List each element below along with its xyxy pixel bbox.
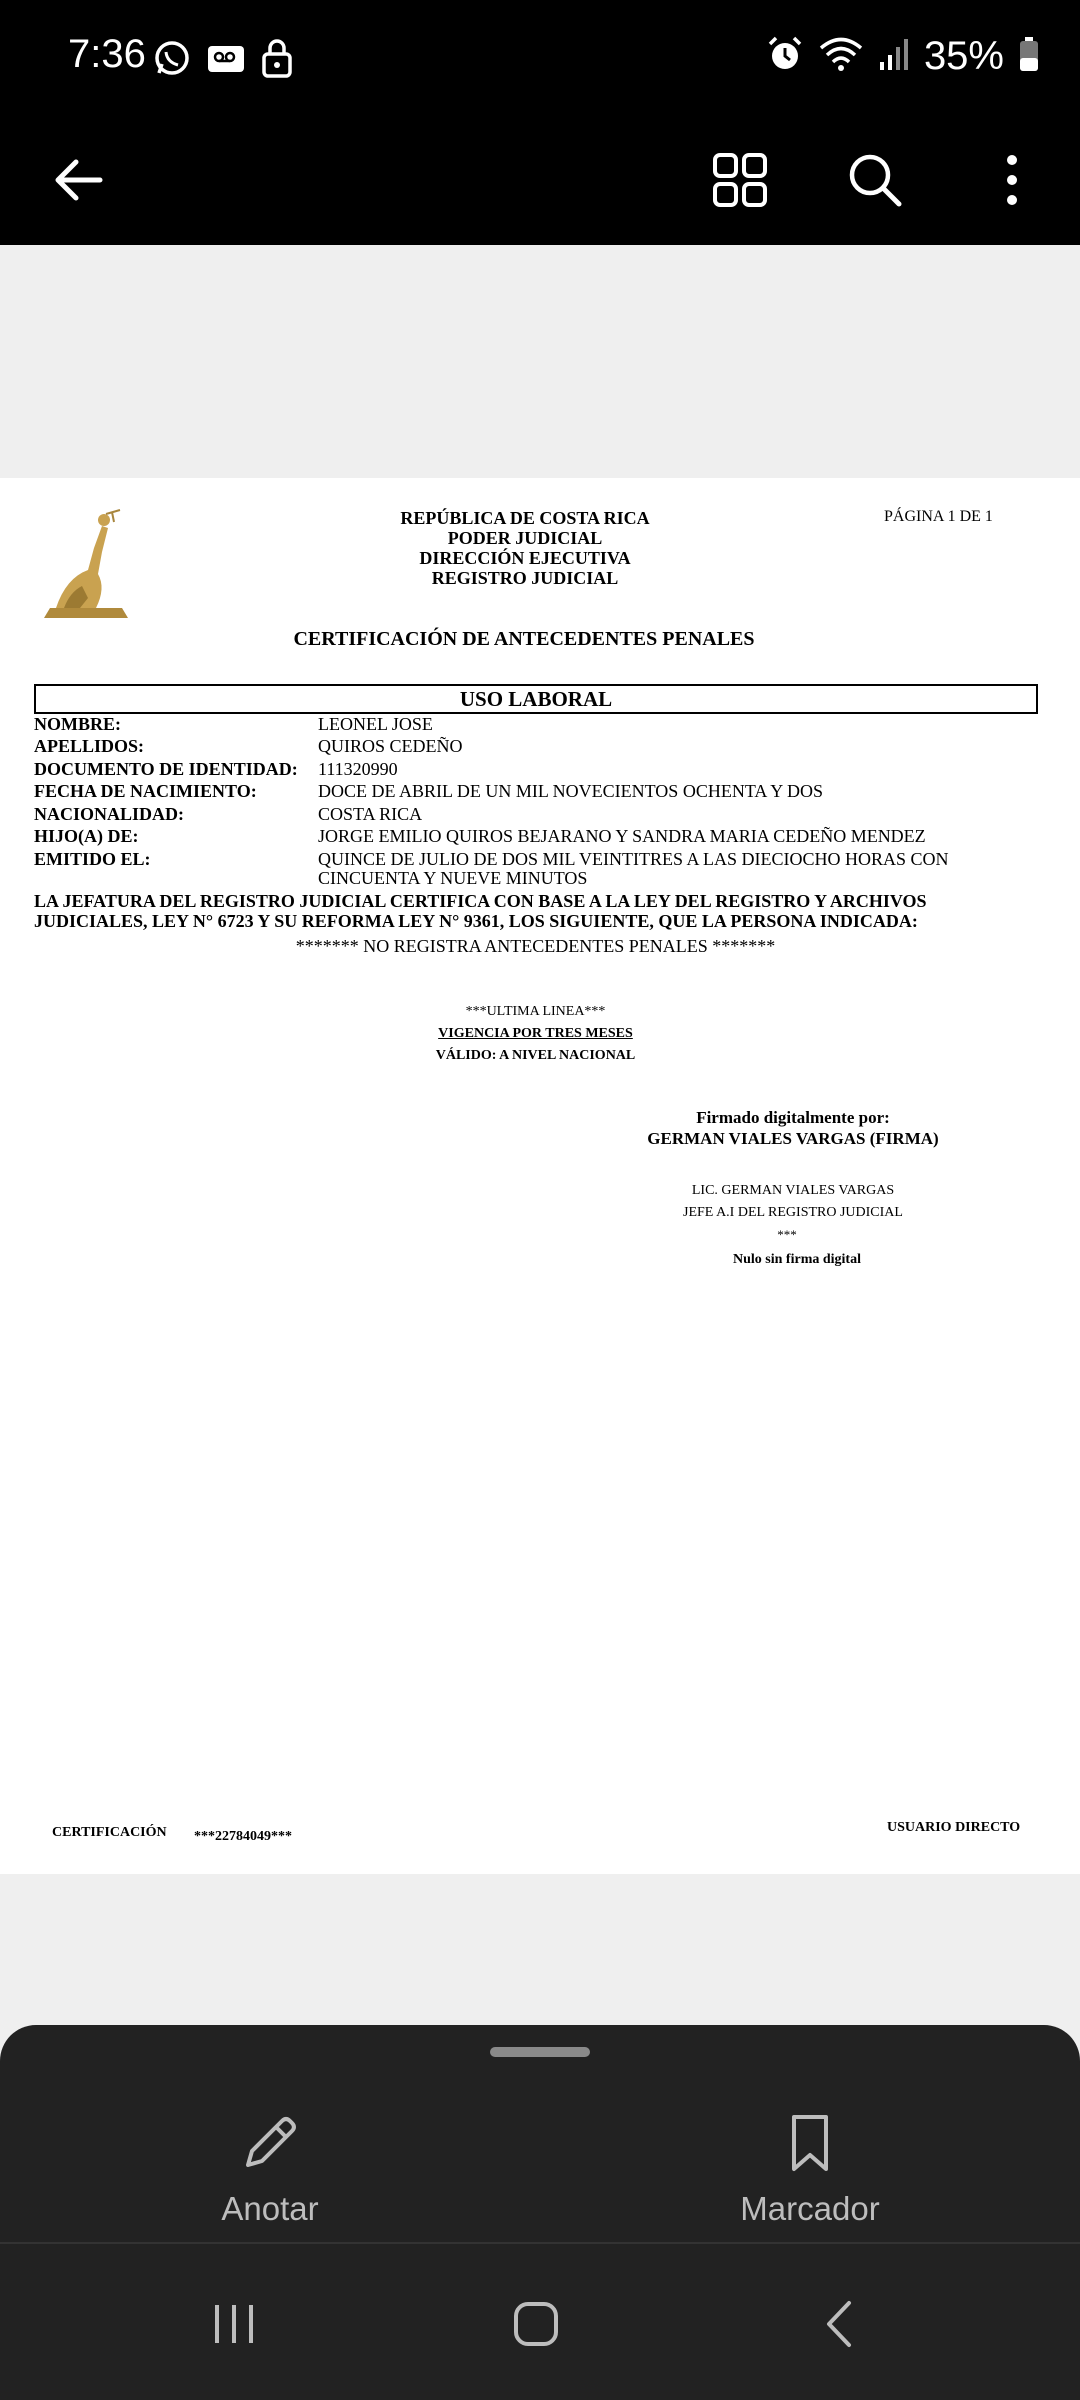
signed-by-label: Firmado digitalmente por:	[696, 1108, 890, 1127]
system-nav-bar	[0, 2244, 1080, 2400]
official-title: JEFE A.I DEL REGISTRO JUDICIAL	[683, 1205, 903, 1220]
lock-icon	[260, 38, 294, 83]
field-value: DOCE DE ABRIL DE UN MIL NOVECIENTOS OCHENTA Y DOS	[318, 781, 824, 801]
field-value: QUIROS CEDEÑO	[318, 736, 463, 756]
usage-box: USO LABORAL	[34, 684, 1038, 714]
voicemail-icon	[206, 38, 246, 83]
certificate-title: CERTIFICACIÓN DE ANTECEDENTES PENALES	[293, 628, 755, 650]
bookmark-icon	[778, 2162, 842, 2179]
system-icons	[766, 34, 1040, 79]
valid-scope-text: VÁLIDO: A NIVEL NACIONAL	[435, 1048, 636, 1063]
field-label: HIJO(A) DE:	[34, 826, 139, 846]
field-label: APELLIDOS:	[34, 736, 145, 756]
certification-statement	[34, 891, 1034, 931]
header-line: REPÚBLICA DE COSTA RICA	[400, 508, 650, 528]
annotate-label: Anotar	[221, 2190, 319, 2227]
battery-icon	[1018, 36, 1040, 77]
alarm-icon	[766, 35, 804, 78]
official-name: LIC. GERMAN VIALES VARGAS	[691, 1183, 895, 1198]
more-options-icon[interactable]	[972, 140, 1052, 220]
field-value: LEONEL JOSE	[318, 714, 433, 734]
field-value: JORGE EMILIO QUIROS BEJARANO Y SANDRA MARIA CEDEÑO MENDEZ	[318, 826, 926, 846]
recent-apps-icon[interactable]	[194, 2284, 274, 2364]
judicial-emblem-logo	[36, 508, 136, 625]
field-value: 111320990	[318, 759, 398, 779]
bookmark-button[interactable]	[690, 2111, 930, 2228]
notification-icons	[152, 38, 294, 83]
field-value: QUINCE DE JULIO DE DOS MIL VEINTITRES A LAS DIECIOCHO HORAS CON	[318, 849, 949, 869]
field-label: FECHA DE NACIMIENTO:	[34, 781, 257, 801]
app-bar	[0, 120, 1080, 245]
whatsapp-icon	[152, 38, 192, 83]
pencil-icon	[238, 2162, 302, 2179]
footer-cert-number: ***22784049***	[194, 1829, 292, 1844]
header-line: DIRECCIÓN EJECUTIVA	[419, 548, 631, 568]
last-line-text: ***ULTIMA LINEA***	[465, 1004, 606, 1019]
search-icon[interactable]	[835, 140, 915, 220]
void-note: Nulo sin firma digital	[733, 1252, 861, 1267]
sheet-drag-handle[interactable]	[490, 2047, 590, 2057]
stars-separator: ***	[777, 1227, 797, 1242]
status-time: 7:36	[68, 32, 146, 76]
statement-line: JUDICIALES, LEY N° 6723 Y SU REFORMA LEY N° 9361, LOS SIGUIENTE, QUE LA PERSONA INDICADA:	[34, 911, 918, 931]
field-label: NOMBRE:	[34, 714, 121, 734]
annotate-button[interactable]	[150, 2111, 390, 2228]
validity-text: VIGENCIA POR TRES MESES	[438, 1026, 633, 1041]
statement-line: LA JEFATURA DEL REGISTRO JUDICIAL CERTIFICA CON BASE A LA LEY DEL REGISTRO Y ARCHIVOS	[34, 891, 927, 911]
footer-user: USUARIO DIRECTO	[887, 1820, 1021, 1835]
field-label: NACIONALIDAD:	[34, 804, 185, 824]
back-arrow-icon[interactable]	[38, 140, 118, 220]
grid-view-icon[interactable]	[700, 140, 780, 220]
bottom-sheet	[0, 2025, 1080, 2242]
wifi-icon	[818, 35, 864, 78]
footer-cert-label: CERTIFICACIÓN	[52, 1825, 167, 1840]
home-icon[interactable]	[496, 2284, 576, 2364]
back-nav-icon[interactable]	[800, 2284, 880, 2364]
page-indicator: PÁGINA 1 DE 1	[884, 508, 993, 525]
issuer-header	[330, 508, 720, 588]
field-value-continued: CINCUENTA Y NUEVE MINUTOS	[318, 868, 588, 888]
document-page[interactable]	[0, 478, 1080, 1874]
signed-by-name: GERMAN VIALES VARGAS (FIRMA)	[647, 1129, 939, 1148]
battery-percent: 35%	[923, 34, 1004, 78]
result-text: ******* NO REGISTRA ANTECEDENTES PENALES *******	[295, 936, 776, 956]
header-line: REGISTRO JUDICIAL	[431, 568, 619, 588]
field-label: EMITIDO EL:	[34, 849, 151, 869]
field-value: COSTA RICA	[318, 804, 423, 824]
signal-icon	[878, 36, 910, 77]
header-line: PODER JUDICIAL	[447, 528, 603, 548]
bookmark-label: Marcador	[740, 2190, 880, 2227]
status-bar	[0, 0, 1080, 120]
field-label: DOCUMENTO DE IDENTIDAD:	[34, 759, 298, 779]
